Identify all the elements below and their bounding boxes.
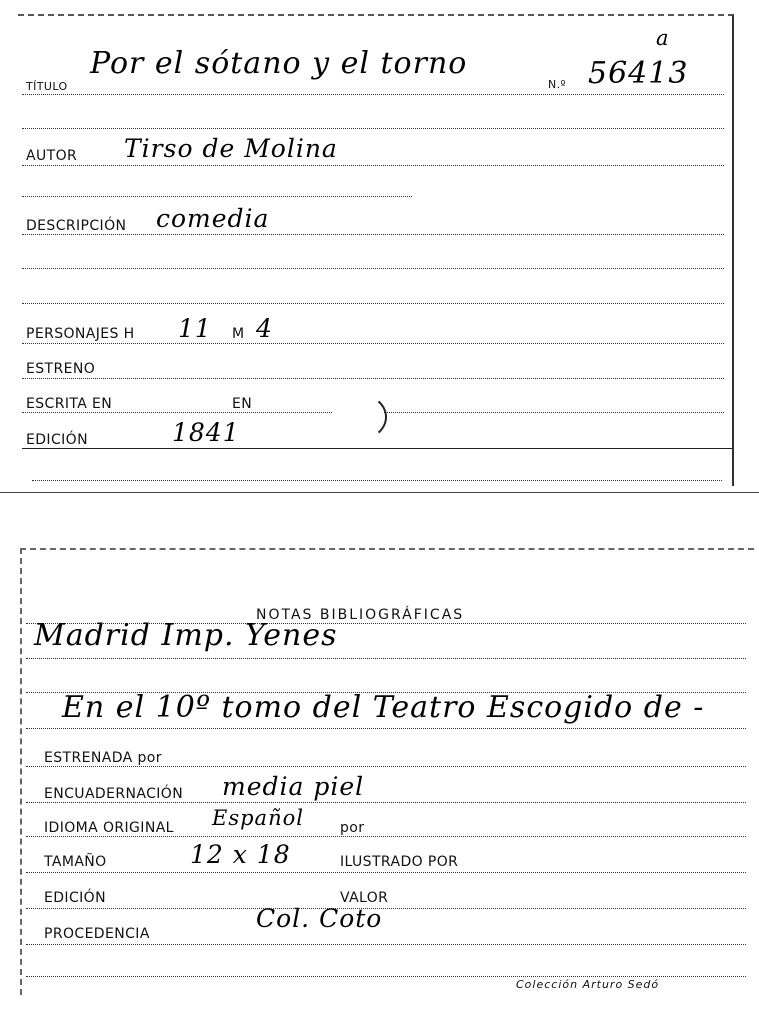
procedencia-value: Col. Coto: [256, 904, 383, 933]
descripcion-label: DESCRIPCIÓN: [26, 218, 127, 234]
numero-label: N.º: [548, 78, 567, 91]
numero-value: 56413: [588, 56, 689, 91]
encuadernacion-rule: [26, 802, 746, 803]
escrita-rule: [22, 412, 332, 413]
tamano-value: 12 x 18: [190, 840, 291, 869]
titulo-value: Por el sótano y el torno: [90, 46, 468, 81]
bottom-back-rule: [26, 976, 746, 977]
edicion-label: EDICIÓN: [26, 432, 88, 448]
titulo-label: TÍTULO: [26, 80, 68, 93]
en-label: EN: [232, 396, 253, 412]
encuadernacion-value: media piel: [222, 772, 365, 801]
bottom-rule: [32, 480, 722, 481]
procedencia-label: PROCEDENCIA: [44, 926, 150, 942]
notas-line-2: En el 10º tomo del Teatro Escogido de -: [62, 690, 705, 725]
personajes-m-label: M: [232, 326, 245, 342]
edicion-back-label: EDICIÓN: [44, 890, 106, 906]
escrita-rule-right: [384, 412, 724, 413]
ilustrado-label: ILUSTRADO POR: [340, 854, 459, 870]
estrenada-label: ESTRENADA por: [44, 750, 162, 766]
notas-rule-3: [26, 728, 746, 729]
procedencia-rule: [26, 944, 746, 945]
edicion-value: 1841: [172, 418, 240, 447]
personajes-rule: [22, 343, 724, 344]
descripcion-value: comedia: [156, 204, 270, 233]
edicion-back-rule: [26, 908, 746, 909]
notas-rule-1: [26, 658, 746, 659]
personajes-m-value: 4: [256, 314, 273, 343]
encuadernacion-label: ENCUADERNACIÓN: [44, 786, 184, 802]
numero-suffix: a: [656, 26, 670, 50]
idioma-rule: [26, 836, 746, 837]
tamano-rule: [26, 872, 746, 873]
escrita-label: ESCRITA EN: [26, 396, 113, 412]
idioma-value: Español: [212, 806, 304, 830]
estreno-rule: [22, 378, 724, 379]
titulo-rule: [22, 94, 724, 95]
blank-rule: [22, 268, 724, 269]
autor-rule: [22, 165, 724, 166]
valor-label: VALOR: [340, 890, 389, 906]
personajes-label: PERSONAJES H: [26, 326, 135, 342]
personajes-h-value: 11: [178, 314, 212, 343]
estrenada-rule: [26, 766, 746, 767]
punch-hole-mark: [329, 393, 387, 441]
blank-rule: [22, 128, 724, 129]
autor-value: Tirso de Molina: [124, 134, 338, 163]
blank-rule: [22, 303, 724, 304]
card-divider: [0, 492, 759, 493]
por-label: por: [340, 820, 365, 836]
estreno-label: ESTRENO: [26, 361, 96, 377]
notas-line-1: Madrid Imp. Yenes: [34, 618, 338, 653]
blank-rule: [22, 196, 412, 197]
collection-stamp: Colección Arturo Sedó: [516, 978, 660, 991]
edicion-rule: [22, 448, 732, 449]
notas-heading: NOTAS BIBLIOGRÁFICAS: [256, 607, 465, 623]
autor-label: AUTOR: [26, 148, 78, 164]
tamano-label: TAMAÑO: [44, 854, 107, 870]
idioma-label: IDIOMA ORIGINAL: [44, 820, 174, 836]
descripcion-rule: [22, 234, 724, 235]
